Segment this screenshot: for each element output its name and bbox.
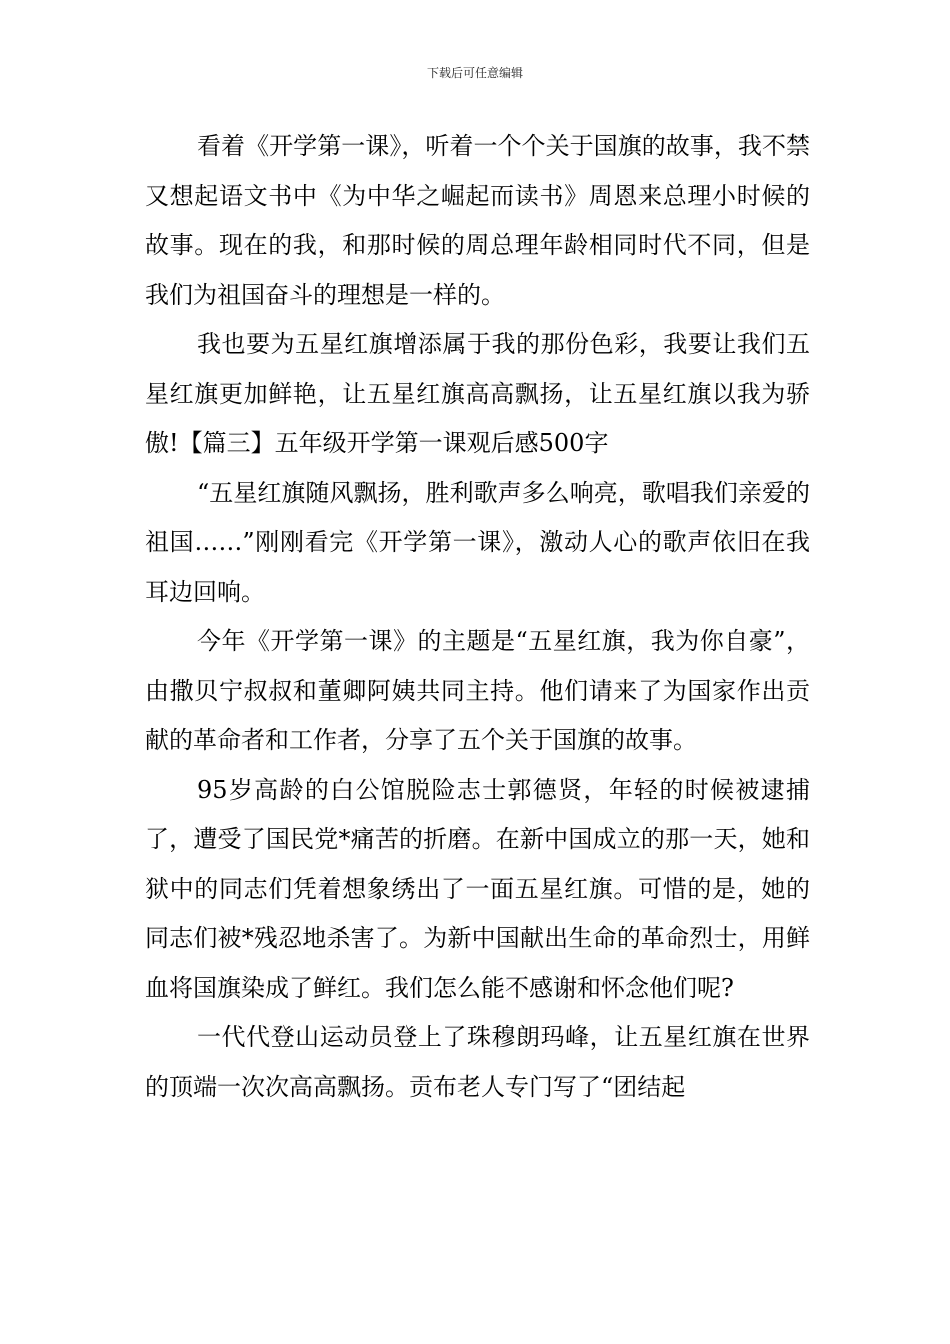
paragraph-2: 我也要为五星红旗增添属于我的那份色彩，我要让我们五星红旗更加鲜艳，让五星红旗高高飘扬，让五星红旗以我为骄傲!【篇三】五年级开学第一课观后感500字 (145, 330, 810, 457)
document-body (145, 122, 810, 1112)
page-header: 下载后可任意编辑 (426, 66, 523, 80)
paragraph-5: 95岁高龄的白公馆脱险志士郭德贤，年轻的时候被逮捕了，遭受了国民党*痛苦的折磨。在新中国成立的那一天，她和狱中的同志们凭着想象绣出了一面五星红旗。可惜的是，她的同志们被*残忍地杀害了。为新中国献出生命的革命烈士，用鲜血将国旗染成了鲜红。我们怎么能不感谢和怀念他们呢? (145, 775, 810, 1002)
paragraph-1: 看着《开学第一课》，听着一个个关于国旗的故事，我不禁又想起语文书中《为中华之崛起而读书》周恩来总理小时候的故事。现在的我，和那时候的周总理年龄相同时代不同，但是我们为祖国奋斗的理想是一样的。 (145, 132, 810, 309)
paragraph-3: “五星红旗随风飘扬，胜利歌声多么响亮，歌唱我们亲爱的祖国……”刚刚看完《开学第一课》，激动人心的歌声依旧在我耳边回响。 (145, 478, 810, 606)
paragraph-6: 一代代登山运动员登上了珠穆朗玛峰，让五星红旗在世界的顶端一次次高高飘扬。贡布老人专门写了“团结起 (145, 1023, 810, 1101)
paragraph-4: 今年《开学第一课》的主题是“五星红旗，我为你自豪”，由撒贝宁叔叔和董卿阿姨共同主持。他们请来了为国家作出贡献的革命者和工作者，分享了五个关于国旗的故事。 (145, 627, 810, 754)
